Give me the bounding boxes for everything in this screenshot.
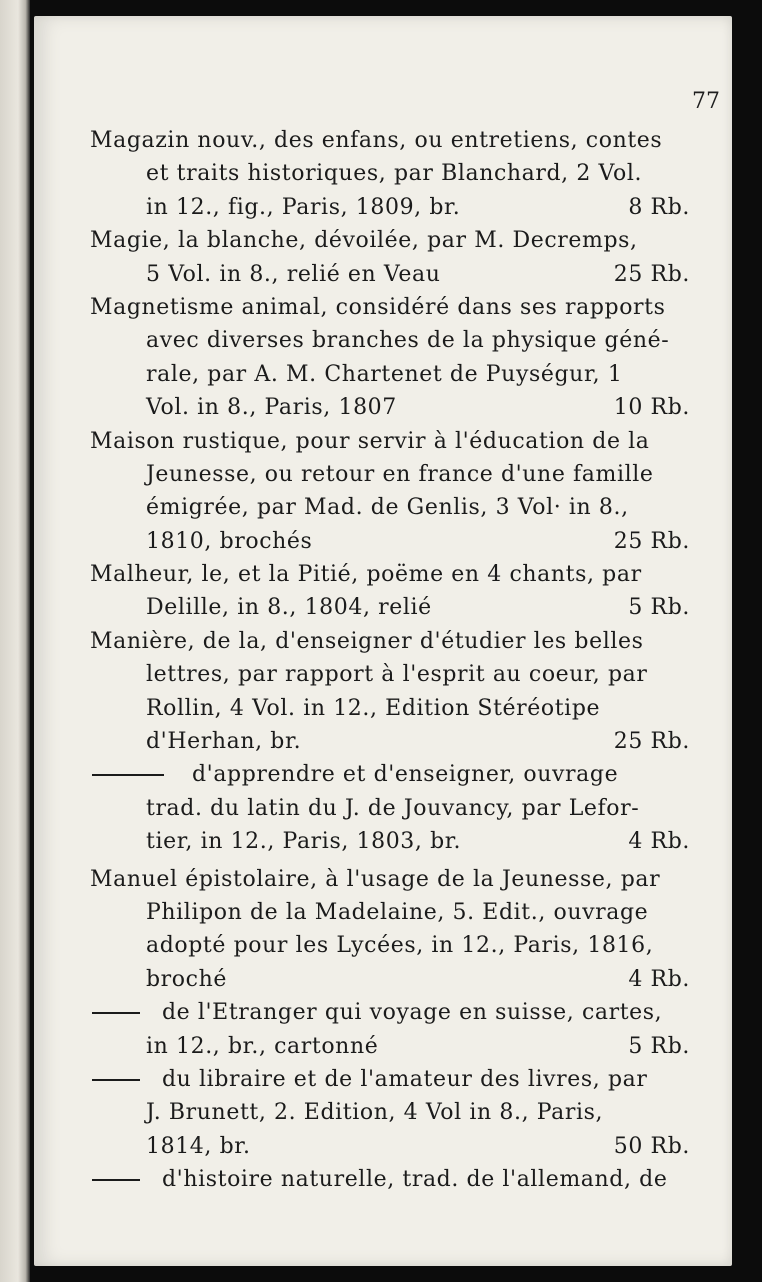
text-line <box>90 391 692 424</box>
text-line <box>90 191 692 224</box>
entry-details: 5 Vol. in 8., relié en Veau <box>146 261 441 287</box>
entry-price: 8 Rb. <box>628 194 690 220</box>
text-line: J. Brunett, 2. Edition, 4 Vol in 8., Paris, <box>146 1100 604 1126</box>
entry-details: Delille, in 8., 1804, relié <box>146 595 432 621</box>
ditto-dash <box>92 774 164 776</box>
ditto-dash <box>92 1012 140 1014</box>
entry-text: de l'Etranger qui voyage en suisse, cartes, <box>162 1000 663 1026</box>
text-line <box>90 725 692 758</box>
text-line: Rollin, 4 Vol. in 12., Edition Stéréotipe <box>146 695 601 721</box>
entry-details: in 12., br., cartonné <box>146 1033 379 1059</box>
text-line <box>90 258 692 291</box>
text-line <box>90 825 692 858</box>
entry-details: in 12., fig., Paris, 1809, br. <box>146 194 461 220</box>
entry-text: d'histoire naturelle, trad. de l'allemand, de <box>162 1167 668 1193</box>
text-line <box>90 525 692 558</box>
text-line: Jeunesse, ou retour en france d'une famille <box>146 461 654 487</box>
page-number: 77 <box>692 89 720 114</box>
entry-details: 1814, br. <box>146 1133 251 1159</box>
text-line: Magnetisme animal, considéré dans ses rapports <box>90 294 666 320</box>
entry-text: du libraire et de l'amateur des livres, par <box>162 1066 648 1092</box>
entry-details: broché <box>146 966 227 992</box>
entry-price: 50 Rb. <box>613 1133 690 1159</box>
text-line <box>90 996 692 1029</box>
text-line: lettres, par rapport à l'esprit au coeur, par <box>146 662 648 688</box>
ditto-dash <box>92 1079 140 1081</box>
entry-price: 4 Rb. <box>628 966 690 992</box>
text-line <box>90 591 692 624</box>
text-line <box>90 1030 692 1063</box>
catalogue-entries <box>90 124 692 1197</box>
text-line <box>90 758 692 791</box>
entry-details: tier, in 12., Paris, 1803, br. <box>146 829 462 855</box>
entry-price: 5 Rb. <box>628 595 690 621</box>
text-line: Manière, de la, d'enseigner d'étudier les belles <box>90 628 644 654</box>
entry-text: d'apprendre et d'enseigner, ouvrage <box>192 762 619 788</box>
text-line <box>90 1163 692 1196</box>
entry-price: 10 Rb. <box>613 395 690 421</box>
text-line: rale, par A. M. Chartenet de Puységur, 1 <box>146 361 623 387</box>
text-line: Malheur, le, et la Pitié, poëme en 4 chants, par <box>90 562 642 588</box>
text-line: avec diverses branches de la physique géné- <box>146 328 670 354</box>
entry-price: 25 Rb. <box>613 261 690 287</box>
text-line: Maison rustique, pour servir à l'éducation de la <box>90 428 650 454</box>
text-line: émigrée, par Mad. de Genlis, 3 Vol· in 8., <box>146 495 629 521</box>
text-line: Manuel épistolaire, à l'usage de la Jeunesse, par <box>90 866 661 892</box>
text-line <box>90 1063 692 1096</box>
entry-price: 25 Rb. <box>613 729 690 755</box>
text-line <box>90 963 692 996</box>
entry-price: 4 Rb. <box>628 829 690 855</box>
entry-details: 1810, brochés <box>146 528 313 554</box>
text-line: trad. du latin du J. de Jouvancy, par Lefor- <box>146 795 640 821</box>
text-line: et traits historiques, par Blanchard, 2 Vol. <box>146 161 643 187</box>
entry-price: 5 Rb. <box>628 1033 690 1059</box>
text-line: Philipon de la Madelaine, 5. Edit., ouvrage <box>146 899 649 925</box>
entry-details: Vol. in 8., Paris, 1807 <box>146 395 397 421</box>
entry-details: d'Herhan, br. <box>146 729 302 755</box>
text-line: Magie, la blanche, dévoilée, par M. Decremps, <box>90 228 638 254</box>
book-spine-edge <box>0 0 30 1282</box>
entry-price: 25 Rb. <box>613 528 690 554</box>
ditto-dash <box>92 1179 140 1181</box>
text-line <box>90 1130 692 1163</box>
text-line: Magazin nouv., des enfans, ou entretiens, contes <box>90 128 663 153</box>
text-line: adopté pour les Lycées, in 12., Paris, 1816, <box>146 933 654 959</box>
